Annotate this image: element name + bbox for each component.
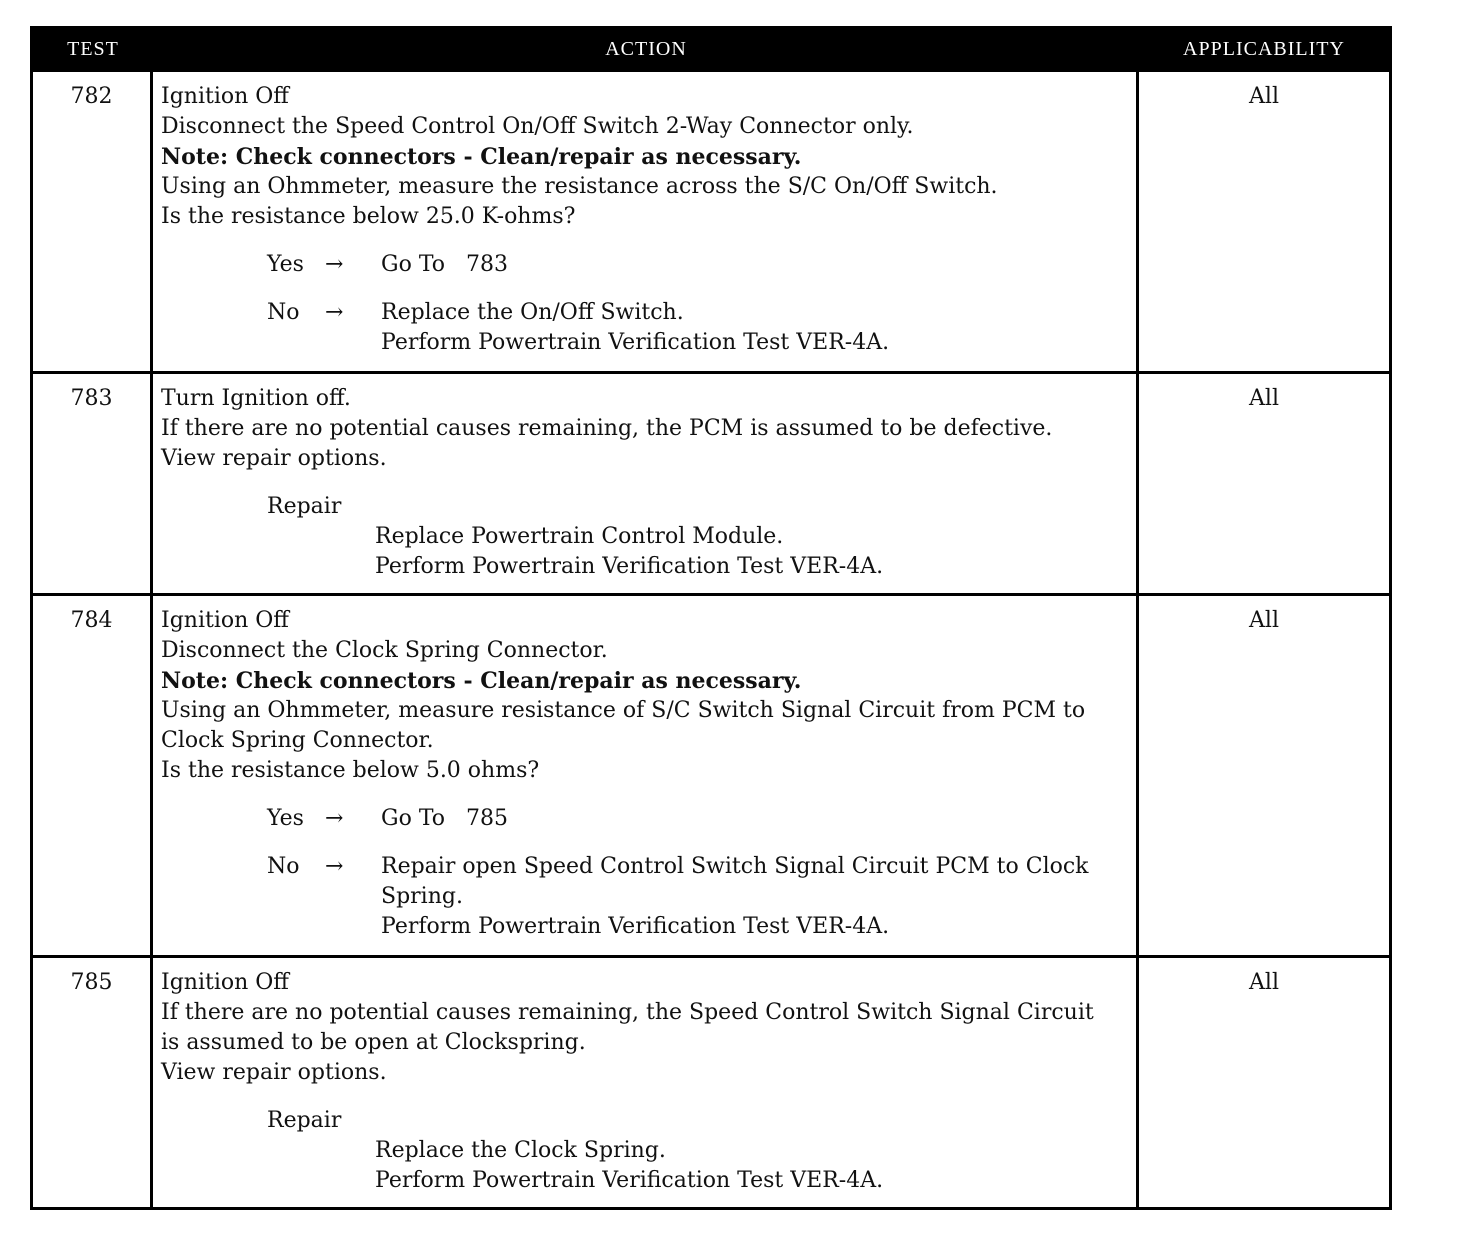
- applicability-cell: All: [1249, 84, 1279, 109]
- header-test: TEST: [67, 37, 119, 60]
- repair-item: Replace the Clock Spring.: [375, 1138, 666, 1163]
- action-line: Ignition Off: [161, 84, 289, 109]
- action-line: Disconnect the Clock Spring Connector.: [161, 638, 608, 663]
- no-label: No: [267, 300, 300, 325]
- action-line: is assumed to be open at Clockspring.: [161, 1030, 586, 1055]
- table-row-782: [33, 69, 1389, 371]
- repair-label: Repair: [267, 494, 342, 519]
- table-row-783: [33, 371, 1389, 593]
- yes-branch: [267, 250, 1130, 280]
- diagnostic-table: [30, 26, 1392, 1210]
- no-action: Perform Powertrain Verification Test VER-4A.: [381, 330, 890, 355]
- action-line: View repair options.: [161, 1060, 387, 1085]
- arrow-right-icon: →: [325, 252, 344, 277]
- header-applicability: APPLICABILITY: [1183, 37, 1345, 60]
- action-cell: [153, 374, 1139, 593]
- arrow-right-icon: →: [325, 854, 344, 879]
- action-line: Ignition Off: [161, 970, 289, 995]
- arrow-right-icon: →: [325, 300, 344, 325]
- yes-label: Yes: [267, 252, 304, 277]
- repair-label: Repair: [267, 1108, 342, 1133]
- action-line: Disconnect the Speed Control On/Off Switch 2-Way Connector only.: [161, 114, 914, 139]
- no-action: Spring.: [381, 884, 463, 909]
- no-branch: [267, 852, 1130, 942]
- action-line: Using an Ohmmeter, measure resistance of S/C Switch Signal Circuit from PCM to: [161, 698, 1086, 723]
- no-action: Perform Powertrain Verification Test VER-4A.: [381, 914, 890, 939]
- action-cell: [153, 596, 1139, 955]
- action-line: Ignition Off: [161, 608, 289, 633]
- table-header: [33, 29, 1389, 69]
- applicability-cell: All: [1249, 608, 1279, 633]
- yes-label: Yes: [267, 806, 304, 831]
- question-line: Is the resistance below 5.0 ohms?: [161, 758, 540, 783]
- note-line: Note: Check connectors - Clean/repair as necessary.: [161, 144, 802, 170]
- test-number: 784: [33, 596, 153, 955]
- action-line: Turn Ignition off.: [161, 386, 351, 411]
- table-row-785: [33, 955, 1389, 1207]
- applicability-cell: All: [1249, 386, 1279, 411]
- no-action: Repair open Speed Control Switch Signal Circuit PCM to Clock: [381, 854, 1089, 879]
- action-line: If there are no potential causes remaining, the Speed Control Switch Signal Circuit: [161, 1000, 1094, 1025]
- action-line: If there are no potential causes remaining, the PCM is assumed to be defective.: [161, 416, 1053, 441]
- action-cell: [153, 958, 1139, 1207]
- repair-item: Perform Powertrain Verification Test VER-4A.: [375, 1168, 884, 1193]
- arrow-right-icon: →: [325, 806, 344, 831]
- no-branch: [267, 298, 1130, 358]
- repair-item: Perform Powertrain Verification Test VER-4A.: [375, 554, 884, 579]
- action-line: Using an Ohmmeter, measure the resistance across the S/C On/Off Switch.: [161, 174, 998, 199]
- no-action: Replace the On/Off Switch.: [381, 300, 684, 325]
- action-line: View repair options.: [161, 446, 387, 471]
- repair-item: Replace Powertrain Control Module.: [375, 524, 784, 549]
- header-action: ACTION: [605, 37, 687, 60]
- test-number: 782: [33, 72, 153, 371]
- test-number: 783: [33, 374, 153, 593]
- test-number: 785: [33, 958, 153, 1207]
- no-label: No: [267, 854, 300, 879]
- yes-target: Go To 785: [381, 806, 508, 831]
- action-cell: [153, 72, 1139, 371]
- yes-branch: [267, 804, 1130, 834]
- yes-target: Go To 783: [381, 252, 508, 277]
- applicability-cell: All: [1249, 970, 1279, 995]
- action-line: Clock Spring Connector.: [161, 728, 434, 753]
- question-line: Is the resistance below 25.0 K-ohms?: [161, 204, 576, 229]
- table-row-784: [33, 593, 1389, 955]
- note-line: Note: Check connectors - Clean/repair as necessary.: [161, 668, 802, 694]
